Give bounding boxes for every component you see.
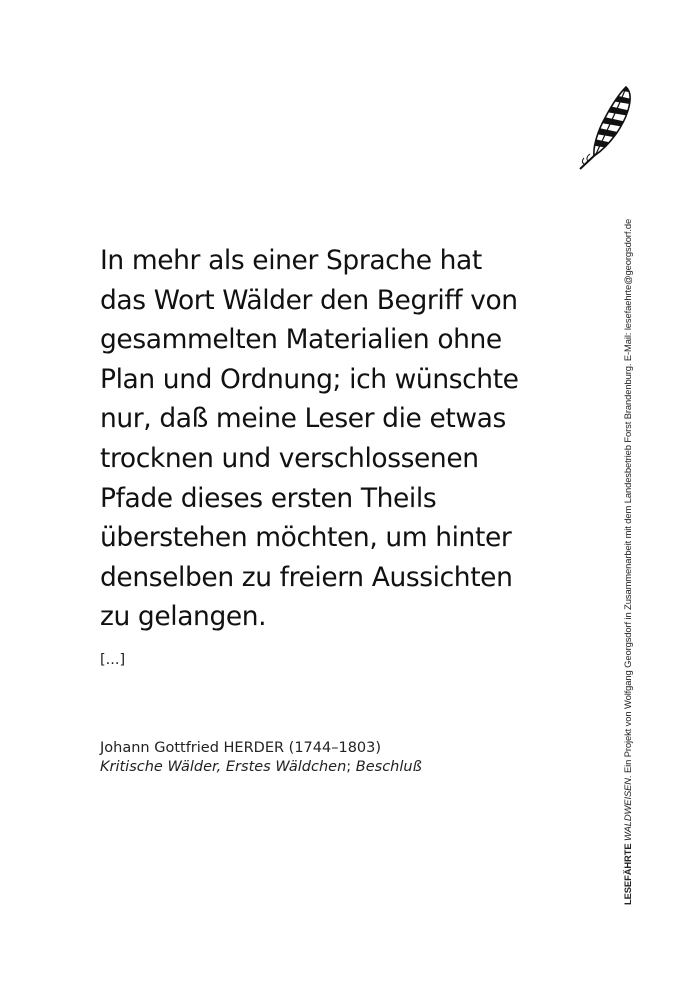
feather-quill-icon	[574, 84, 636, 172]
quote-text	[100, 241, 600, 637]
project-brand: LESEFÄHRTE	[622, 843, 633, 905]
work-line	[100, 758, 422, 777]
quote-line: Plan und Ordnung; ich wünschte	[100, 363, 519, 395]
quote-line: trocknen und verschlossenen	[100, 442, 479, 474]
work-title: Kritische Wälder, Erstes Wäldchen	[100, 759, 347, 775]
quote-line: zu gelangen.	[100, 601, 267, 633]
quote-line: In mehr als einer Sprache hat	[100, 245, 482, 276]
project-subtitle: WALDWEISEN	[622, 778, 633, 841]
work-separator: ;	[346, 759, 352, 775]
credit-text: . Ein Projekt von Wolfgang Georgsdorf in Zusammenarbeit mit dem Landesbetrieb Forst Brandenburg. E-Mail: lesefaehrte@georgsdorf.de	[622, 218, 633, 779]
quote-line: nur, daß meine Leser die etwas	[100, 403, 506, 435]
attribution	[100, 739, 422, 777]
quote-line: überstehen möchten, um hinter	[100, 522, 512, 554]
quote-line: gesammelten Materialien ohne	[100, 324, 502, 356]
quote-line: Pfade dieses ersten Theils	[100, 482, 437, 514]
quote-line: denselben zu freiern Aussichten	[100, 561, 513, 593]
author-line: Johann Gottfried HERDER (1744–1803)	[100, 740, 382, 756]
omission-marker: [...]	[100, 652, 126, 668]
quote-line: das Wort Wälder den Begriff von	[100, 284, 518, 316]
vertical-credit-line	[620, 218, 636, 905]
work-section: Beschluß	[355, 759, 422, 775]
